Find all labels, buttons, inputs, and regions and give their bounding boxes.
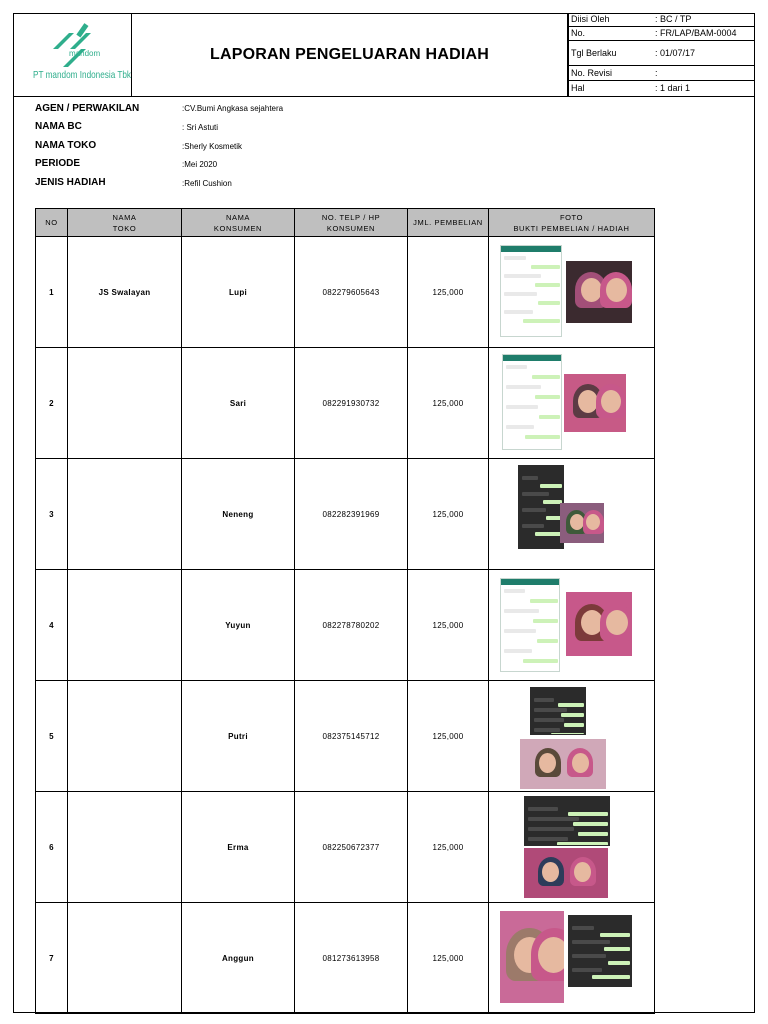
row-jumlah: 125,000 <box>408 903 489 1014</box>
logo-brand-text: mandom <box>69 49 101 58</box>
meta-divider <box>568 26 755 27</box>
row-nama-konsumen: Sari <box>182 348 295 459</box>
jenis-hadiah-value: :Refil Cushion <box>182 179 232 188</box>
row-telp: 082279605643 <box>295 237 408 348</box>
meta-divider <box>568 80 755 81</box>
proof-photo <box>490 237 654 347</box>
meta-divider <box>568 40 755 41</box>
meta-value-tgl-berlaku: : 01/07/17 <box>655 48 696 58</box>
selfie-photo <box>566 261 632 323</box>
chat-screenshot <box>500 578 560 672</box>
header-nama-konsumen: NAMA KONSUMEN <box>182 209 295 237</box>
selfie-photo <box>524 848 608 898</box>
meta-label-hal: Hal <box>571 83 585 93</box>
proof-photo <box>490 459 654 569</box>
proof-photo <box>490 903 654 1013</box>
row-jumlah: 125,000 <box>408 348 489 459</box>
selfie-photo <box>566 592 632 656</box>
row-no: 5 <box>36 681 68 792</box>
header-no: NO <box>36 209 68 237</box>
nama-toko-label: NAMA TOKO <box>35 140 97 151</box>
chat-screenshot <box>502 354 562 450</box>
logo-company-text: PT mandom Indonesia Tbk <box>33 69 132 81</box>
row-telp: 082282391969 <box>295 459 408 570</box>
row-no: 2 <box>36 348 68 459</box>
row-nama-toko <box>68 570 182 681</box>
row-nama-toko: JS Swalayan <box>68 237 182 348</box>
meta-label-no-revisi: No. Revisi <box>571 68 613 78</box>
table-row <box>36 903 655 1014</box>
table-row <box>36 459 655 570</box>
chat-screenshot <box>530 687 586 735</box>
meta-label-diisi-oleh: Diisi Oleh <box>571 14 610 24</box>
row-nama-konsumen: Yuyun <box>182 570 295 681</box>
agen-value: :CV.Bumi Angkasa sejahtera <box>182 104 284 113</box>
selfie-photo <box>500 911 564 1003</box>
table-row <box>36 237 655 348</box>
row-jumlah: 125,000 <box>408 681 489 792</box>
chat-screenshot <box>518 465 564 549</box>
nama-bc-label: NAMA BC <box>35 121 82 132</box>
table-row <box>36 570 655 681</box>
row-telp: 082375145712 <box>295 681 408 792</box>
row-jumlah: 125,000 <box>408 570 489 681</box>
row-jumlah: 125,000 <box>408 237 489 348</box>
meta-label-no: No. <box>571 28 586 38</box>
jenis-hadiah-label: JENIS HADIAH <box>35 177 106 188</box>
meta-value-diisi-oleh: : BC / TP <box>655 14 692 24</box>
row-foto-bukti <box>489 792 655 903</box>
meta-value-no: : FR/LAP/BAM-0004 <box>655 28 737 38</box>
page-title: LAPORAN PENGELUARAN HADIAH <box>210 45 489 63</box>
row-telp: 082250672377 <box>295 792 408 903</box>
row-foto-bukti <box>489 237 655 348</box>
proof-photo <box>490 792 654 902</box>
title-cell <box>132 13 568 96</box>
header-foto: FOTO BUKTI PEMBELIAN / HADIAH <box>489 209 655 237</box>
row-no: 3 <box>36 459 68 570</box>
row-no: 6 <box>36 792 68 903</box>
row-nama-konsumen: Lupi <box>182 237 295 348</box>
header-telp: NO. TELP / HP KONSUMEN <box>295 209 408 237</box>
table-row <box>36 792 655 903</box>
proof-photo <box>490 348 654 458</box>
row-no: 7 <box>36 903 68 1014</box>
header-nama-toko: NAMA TOKO <box>68 209 182 237</box>
header-divider <box>13 96 755 97</box>
row-foto-bukti <box>489 459 655 570</box>
row-telp: 082278780202 <box>295 570 408 681</box>
row-nama-konsumen: Anggun <box>182 903 295 1014</box>
row-nama-konsumen: Putri <box>182 681 295 792</box>
nama-toko-value: :Sherly Kosmetik <box>182 142 243 151</box>
meta-left-border <box>568 13 569 96</box>
header-jumlah: JML. PEMBELIAN <box>408 209 489 237</box>
row-jumlah: 125,000 <box>408 459 489 570</box>
row-telp: 082291930732 <box>295 348 408 459</box>
proof-photo <box>490 681 654 791</box>
selfie-photo <box>520 739 606 789</box>
row-no: 4 <box>36 570 68 681</box>
selfie-photo <box>564 374 626 432</box>
meta-value-no-revisi: : <box>655 68 658 78</box>
row-foto-bukti <box>489 570 655 681</box>
row-foto-bukti <box>489 681 655 792</box>
row-telp: 081273613958 <box>295 903 408 1014</box>
row-nama-toko <box>68 459 182 570</box>
table-row <box>36 681 655 792</box>
selfie-photo <box>560 503 604 543</box>
table-row <box>36 348 655 459</box>
row-foto-bukti <box>489 348 655 459</box>
row-nama-toko <box>68 348 182 459</box>
agen-label: AGEN / PERWAKILAN <box>35 103 140 114</box>
row-nama-toko <box>68 903 182 1014</box>
nama-bc-value: : Sri Astuti <box>182 123 219 132</box>
row-nama-konsumen: Neneng <box>182 459 295 570</box>
periode-value: :Mei 2020 <box>182 160 218 169</box>
row-nama-toko <box>68 681 182 792</box>
row-no: 1 <box>36 237 68 348</box>
table-header-row <box>36 209 655 237</box>
row-nama-konsumen: Erma <box>182 792 295 903</box>
meta-divider <box>568 65 755 66</box>
meta-label-tgl-berlaku: Tgl Berlaku <box>571 48 617 58</box>
row-jumlah: 125,000 <box>408 792 489 903</box>
chat-screenshot <box>524 796 610 846</box>
document-meta <box>568 13 755 96</box>
chat-screenshot <box>500 245 562 337</box>
periode-label: PERIODE <box>35 158 81 169</box>
row-nama-toko <box>68 792 182 903</box>
gift-report-table <box>35 208 655 1014</box>
proof-photo <box>490 570 654 680</box>
logo-cell <box>13 13 132 96</box>
meta-value-hal: : 1 dari 1 <box>655 83 691 93</box>
row-foto-bukti <box>489 903 655 1014</box>
chat-screenshot <box>568 915 632 987</box>
